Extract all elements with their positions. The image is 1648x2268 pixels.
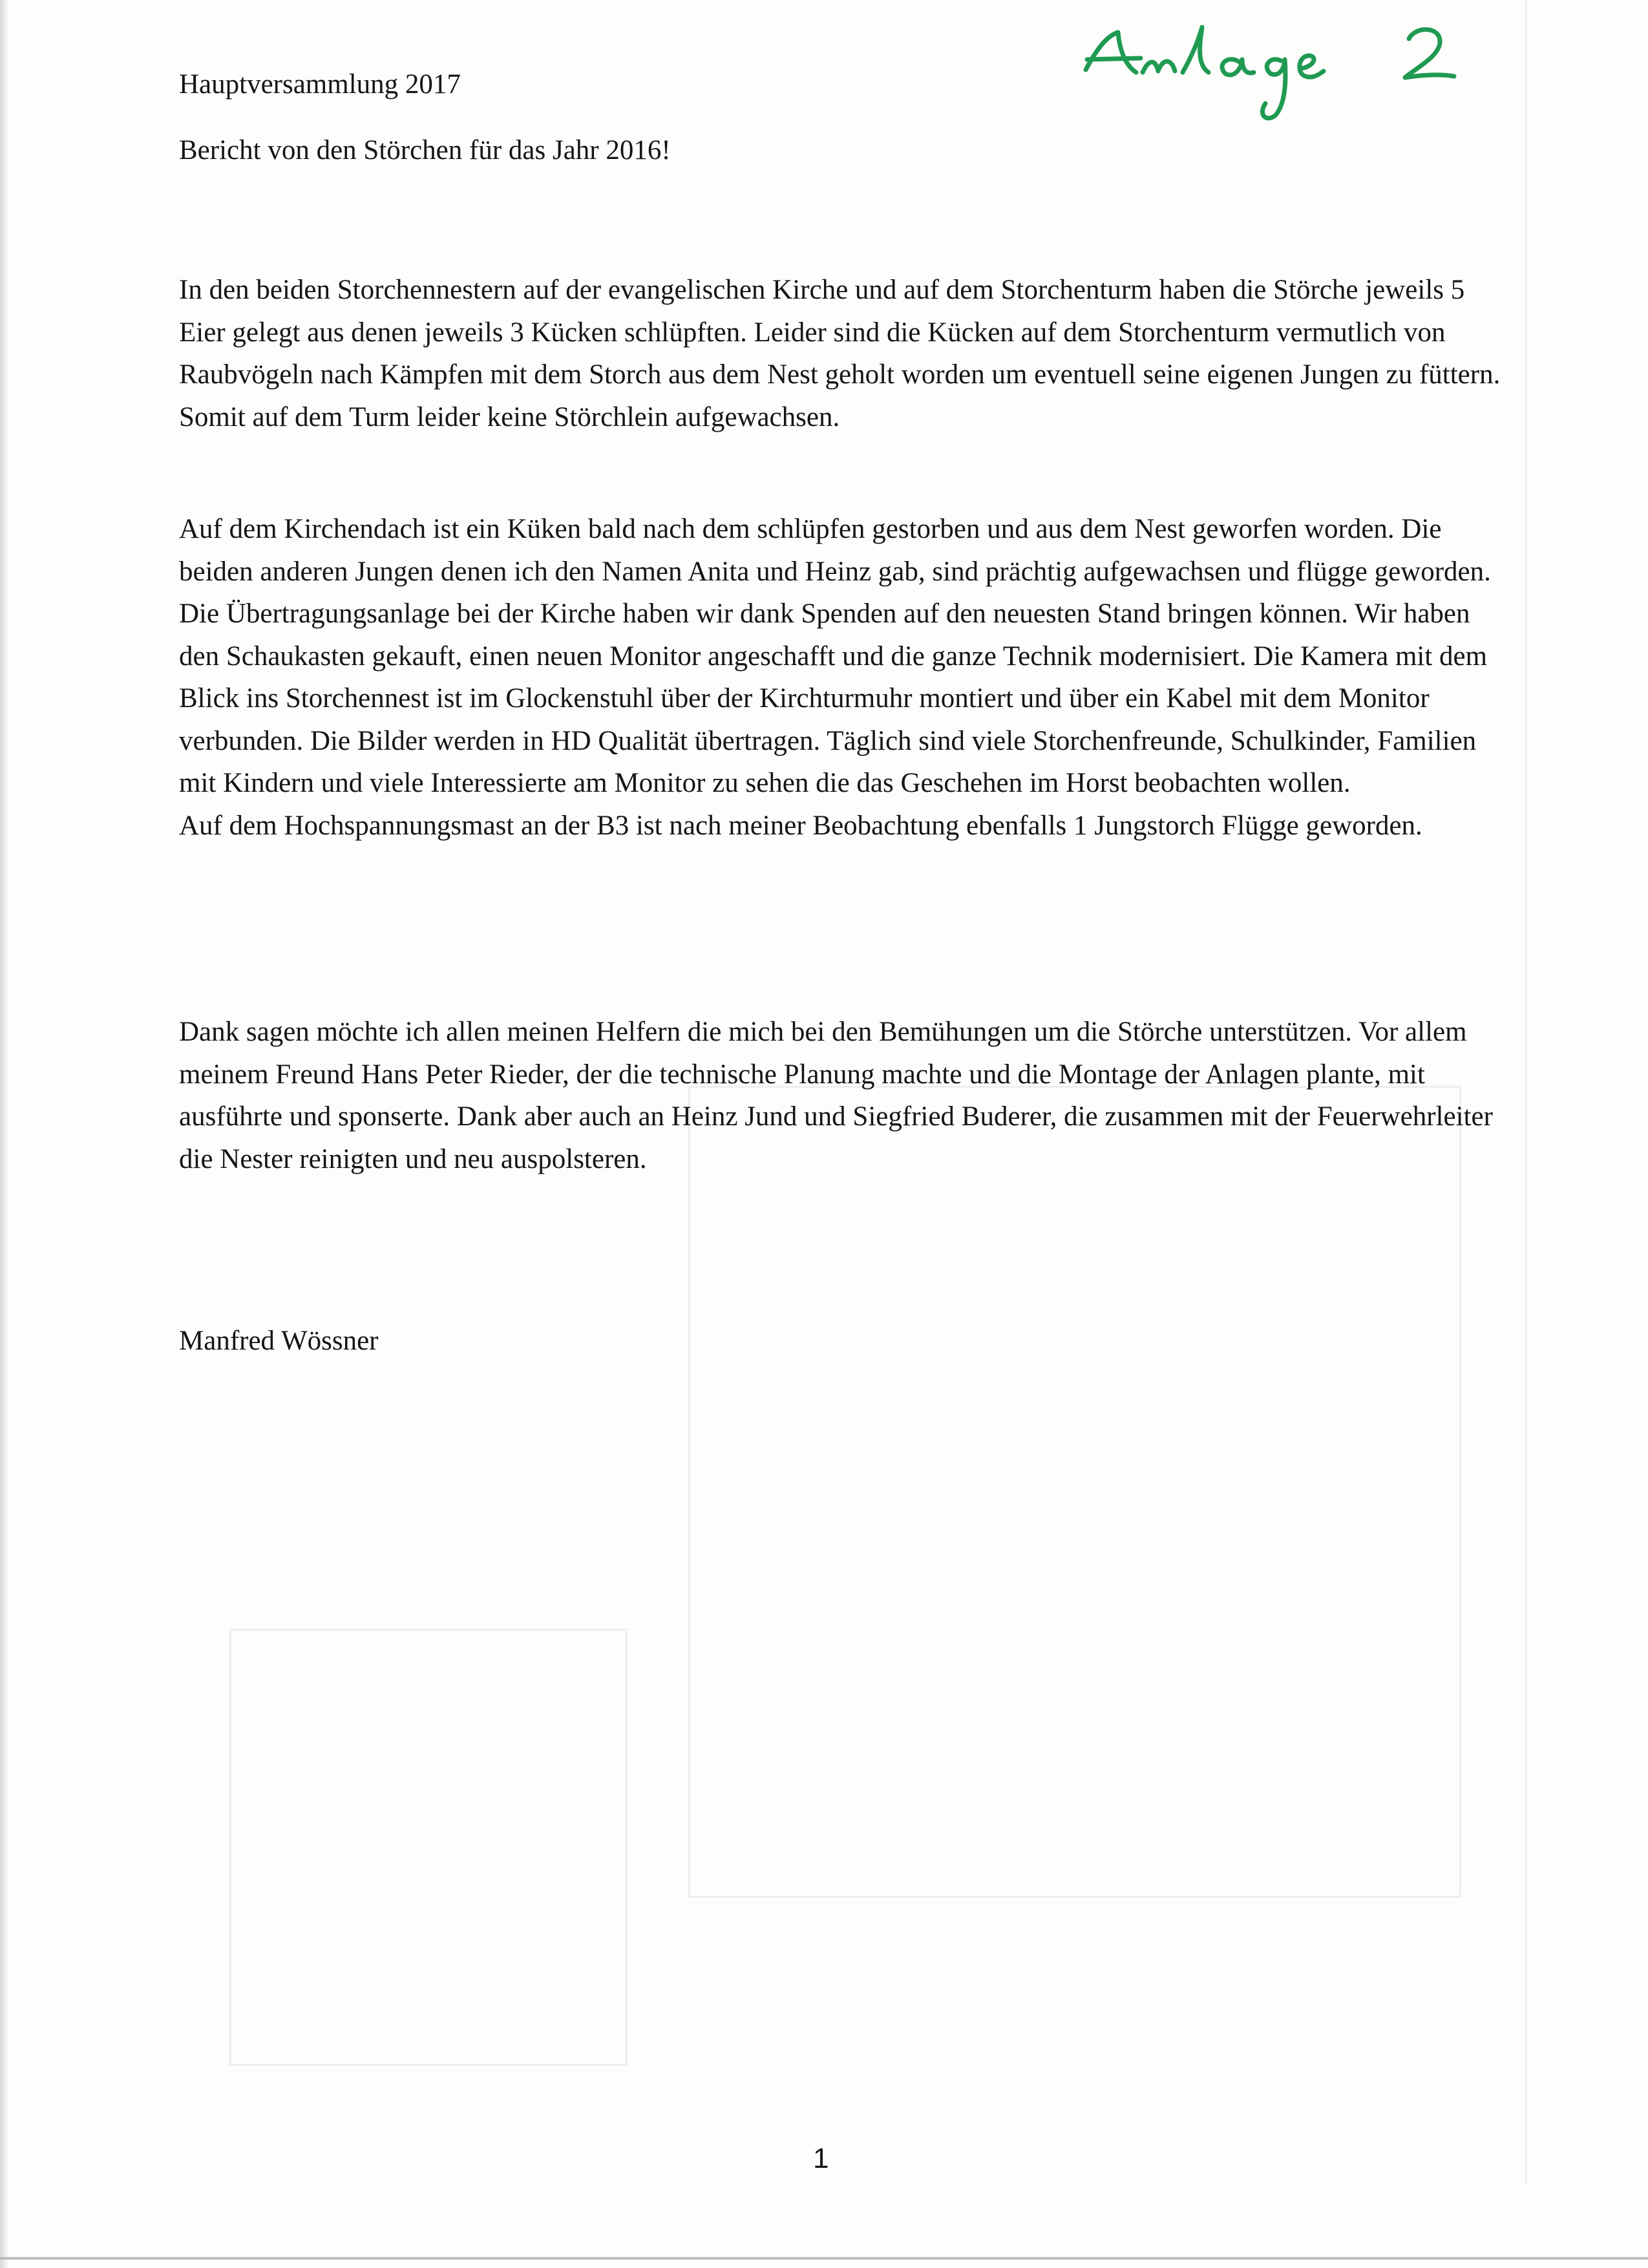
report-title-text: Bericht von den Störchen für das Jahr 2016! xyxy=(179,135,671,165)
bleed-through-grid-small xyxy=(229,1629,628,2066)
scan-edge-shadow xyxy=(0,0,9,2268)
page-number: 1 xyxy=(813,2143,829,2174)
signature-text: Manfred Wössner xyxy=(179,1326,379,1356)
paragraph-text: Dank sagen möchte ich allen meinen Helfern die mich bei den Bemühungen um die Störche unterstützen. Vor allem meinem Freund Hans Peter Rieder, der die technische Planung machte und die Montage der Anlagen plante, mit ausführte und sponserte. Dank aber auch an Heinz Jund und Siegfried Buderer, die zusammen mit der Feuerwehrleiter die Nester reinigten und neu auspolsteren. xyxy=(179,1017,1493,1174)
paragraph-text: In den beiden Storchennestern auf der evangelischen Kirche und auf dem Storchenturm haben die Störche jeweils 5 Eier gelegt aus denen jeweils 3 Kücken schlüpften. Leider sind die Kücken auf dem Storchenturm vermutlich von Raubvögeln nach Kämpfen mit dem Storch aus dem Nest geholt worden um eventuell seine eigenen Jungen zu füttern. Somit auf dem Turm leider keine Störchlein aufgewachsen. xyxy=(179,275,1501,432)
paragraph-nests xyxy=(179,269,1504,438)
bleed-through-grid-large xyxy=(688,1086,1461,1898)
paragraph-text: Auf dem Kirchendach ist ein Küken bald nach dem schlüpfen gestorben und aus dem Nest geworfen worden. Die beiden anderen Jungen denen ich den Namen Anita und Heinz gab, sind prächtig aufgewachsen und flügge geworden. xyxy=(179,514,1491,587)
meeting-title-text: Hauptversammlung 2017 xyxy=(179,69,461,100)
paragraph-thanks xyxy=(179,1011,1504,1180)
paragraph-section-church xyxy=(179,508,1504,847)
signature xyxy=(179,1320,1504,1362)
scan-bottom-edge xyxy=(0,2257,1648,2260)
paragraph-text: Die Übertragungsanlage bei der Kirche haben wir dank Spenden auf den neuesten Stand bringen können. Wir haben den Schaukasten gekauft, einen neuen Monitor angeschafft und die ganze Technik modernisiert. Die Kamera mit dem Blick ins Storchennest ist im Glockenstuhl über der Kirchturmuhr montiert und über ein Kabel mit dem Monitor verbunden. Die Bilder werden in HD Qualität übertragen. Täglich sind viele Storchenfreunde, Schulkinder, Familien mit Kindern und viele Interessierte am Monitor zu sehen die das Geschehen im Horst beobachten wollen. xyxy=(179,599,1488,798)
bleed-through-sidebar xyxy=(1525,0,1648,2185)
paragraph-text: Auf dem Hochspannungsmast an der B3 ist nach meiner Beobachtung ebenfalls 1 Jungstorch Flügge geworden. xyxy=(179,810,1422,841)
meeting-title xyxy=(179,63,1504,106)
report-title xyxy=(179,129,1504,172)
